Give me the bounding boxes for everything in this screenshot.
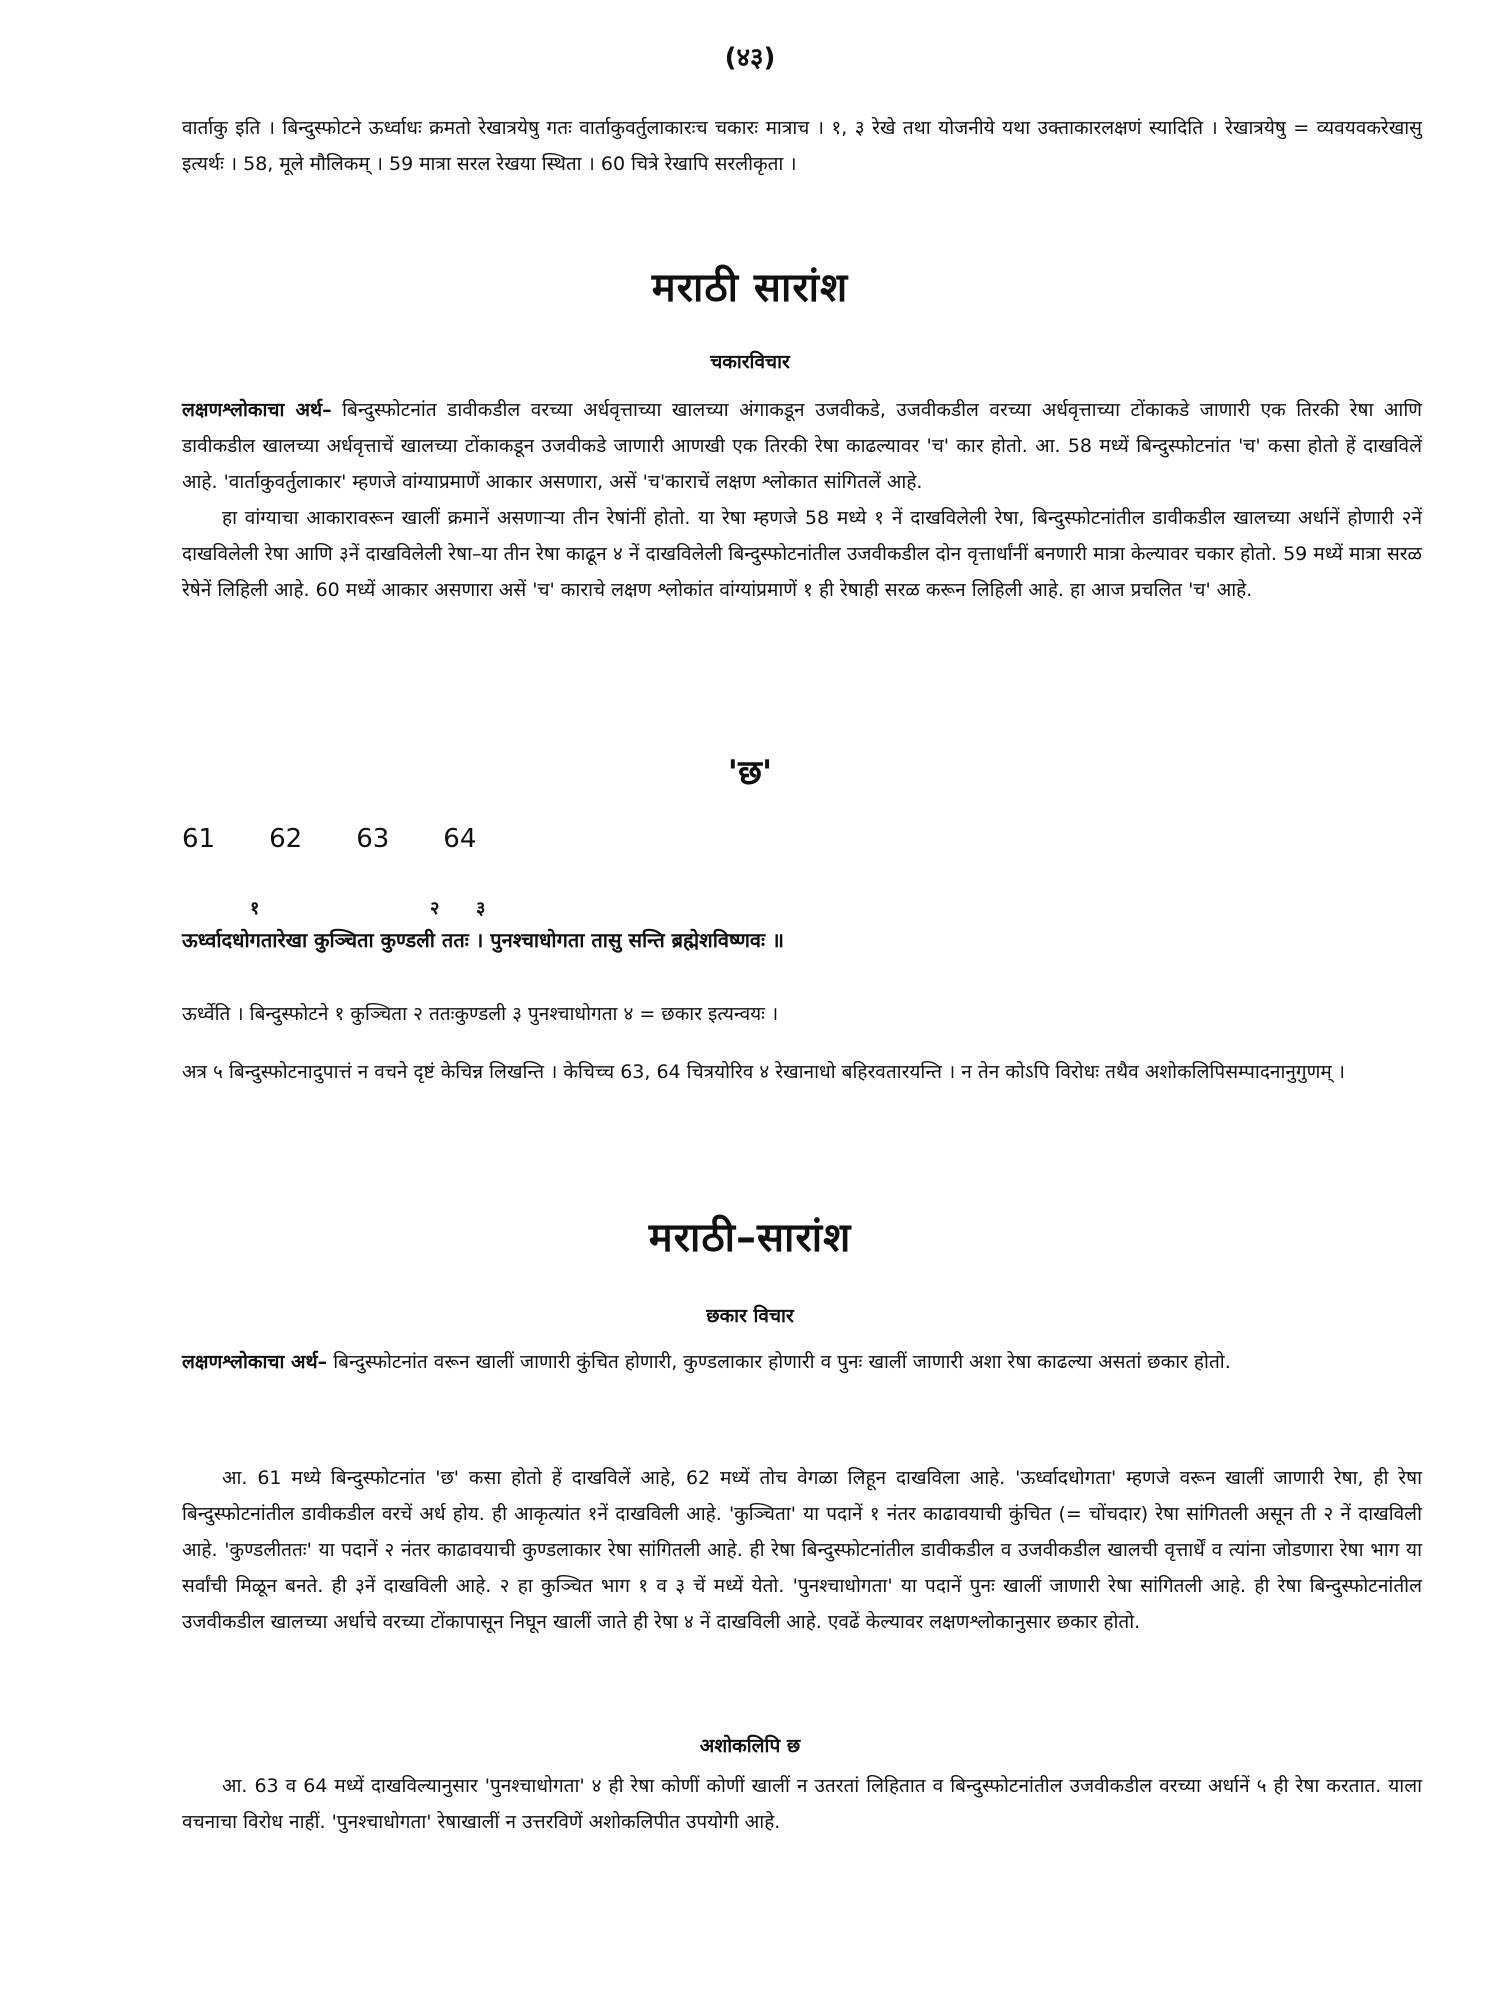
chhakar-explanation-paragraph: आ. 61 मध्ये बिन्दुस्फोटनांत 'छ' कसा होतो हें दाखविलें आहे, 62 मध्यें तोच वेगळा लिहून दाखविला आहे. 'ऊर्ध्वादधोगता' म्हणजे वरून खालीं जाणारी रेषा, ही रेषा बिन्दुस्फोटनांतील डावीकडील वरचें अर्ध होय. ही आकृत्यांत १नें दाखविली आहे. 'कुञ्चिता' या पदानें १ नंतर काढावयाची कुंचित (= चोंचदार) रेषा सांगितली असून ती २ नें दाखविली आहे. 'कुण्डलीततः' या पदानें २ नंतर काढावयाची कुण्डलाकार रेषा सांगितली आहे. ही रेषा बिन्दुस्फोटनांतील डावीकडील व उजवीकडील खालची वृत्तार्धें व त्यांना जोडणारा रेषा भाग या सर्वांची मिळून बनते. ही ३नें दाखविली आहे. २ हा कुञ्चित भाग १ व ३ चें मध्यें येतो. 'पुनश्चाधोगता' या पदानें पुनः खालीं जाणारी रेषा सांगितली आहे. ही रेषा बिन्दुस्फोटनांतील उजवीकडील खालच्या अर्धाचे वरच्या टोंकापासून निघून खालीं जाते ही रेषा ४ नें दाखविली आहे. एवढें केल्यावर लक्षणश्लोकानुसार छकार होतो. (182, 1467, 1422, 1633)
figure-number: 63 (356, 824, 390, 854)
sanskrit-verse: ऊर्ध्वादधोगतारेखा कुञ्चिता कुण्डली ततः । पुनश्चाधोगता तासु सन्ति ब्रह्मेशविष्णवः ॥ (182, 928, 785, 952)
section-subtitle-ashoka-script: अशोकलिपि छ (699, 1735, 801, 1757)
chakar-summary-block (182, 392, 1422, 608)
letter-heading-chha: 'छ' (727, 753, 773, 793)
verse-mark: २ (430, 898, 440, 919)
commentary-line-2: अत्र ५ बिन्दुस्फोटनादुपात्तं न वचने दृष्टं केचिन्न लिखन्ति । केचिच्च 63, 64 चित्रयोरिव ४ रेखानाधो बहिरवतारयन्ति । न तेन कोऽपि विरोधः तथैव अशोकलिपिसम्पादनानुगुणम् । (182, 1061, 1345, 1083)
verse-mark: ३ (476, 898, 486, 919)
intro-paragraph: वार्ताकु इति । बिन्दुस्फोटने ऊर्ध्वाधः क्रमतो रेखात्रयेषु गतः वार्ताकुवर्तुलाकारःच चकारः मात्राच । १, ३ रेखे तथा योजनीये यथा उक्ताकारलक्षणं स्यादिति । रेखात्रयेषु = व्यवयवकरेखासु इत्यर्थः । 58, मूले मौलिकम् । 59 मात्रा सरल रेखया स्थिता । 60 चित्रे रेखापि सरलीकृता । (182, 117, 1422, 175)
section-subtitle-chakar: चकारविचार (710, 351, 790, 373)
meaning-label: लक्षणश्लोकाचा अर्थ– (182, 399, 332, 421)
section-title-marathi-summary-2: मराठी–सारांश (648, 1215, 852, 1261)
page-number: (४३) (724, 43, 776, 73)
figure-number: 64 (443, 824, 477, 854)
ashoka-script-paragraph: आ. 63 व 64 मध्यें दाखविल्यानुसार 'पुनश्चाधोगता' ४ ही रेषा कोणीं कोणीं खालीं न उतरतां लिहितात व बिन्दुस्फोटनांतील उजवीकडील वरच्या अर्धानें ५ ही रेषा करतात. याला वचनाचा विरोध नाहीं. 'पुनश्चाधोगता' रेषाखालीं न उत्तरविणें अशोकलिपीत उपयोगी आहे. (182, 1775, 1422, 1833)
chakar-meaning-paragraph (182, 392, 1422, 500)
section-subtitle-chhakar: छकार विचार (706, 1305, 794, 1327)
meaning-label: लक्षणश्लोकाचा अर्थ– (182, 1351, 328, 1373)
figure-number: 62 (269, 824, 303, 854)
figure-numbers (182, 824, 530, 854)
chhakar-meaning-text: बिन्दुस्फोटनांत वरून खालीं जाणारी कुंचित होणारी, कुण्डलाकार होणारी व पुनः खालीं जाणारी अशा रेषा काढल्या असतां छकार होतो. (327, 1351, 1231, 1373)
commentary-line-1: ऊर्ध्वेति । बिन्दुस्फोटने १ कुञ्चिता २ ततःकुण्डली ३ पुनश्चाधोगता ४ = छकार इत्यन्वयः । (182, 1003, 779, 1025)
verse-mark: १ (250, 898, 260, 919)
section-title-marathi-summary: मराठी सारांश (651, 265, 849, 311)
chakar-explanation-paragraph: हा वांग्याचा आकारावरून खालीं क्रमानें असणाऱ्या तीन रेषांनीं होतो. या रेषा म्हणजे 58 मध्ये १ नें दाखविलेली रेषा, बिन्दुस्फोटनांतील डावीकडील खालच्या अर्धानें होणारी २नें दाखविलेली रेषा आणि ३नें दाखविलेली रेषा–या तीन रेषा काढून ४ नें दाखविलेली बिन्दुस्फोटनांतील उजवीकडील दोन वृत्तार्धांनीं बनणारी मात्रा केल्यावर चकार होतो. 59 मध्यें मात्रा सरळ रेषेनें लिहिली आहे. 60 मध्यें आकार असणारा असें 'च' काराचे लक्षण श्लोकांत वांग्यांप्रमाणें १ ही रेषाही सरळ करून लिहिली आहे. हा आज प्रचलित 'च' आहे. (182, 507, 1422, 601)
chhakar-summary-block (182, 1344, 1422, 1380)
chakar-meaning-text: बिन्दुस्फोटनांत डावीकडील वरच्या अर्धवृत्ताच्या खालच्या अंगाकडून उजवीकडे, उजवीकडील वरच्या अर्धवृत्ताच्या टोंकाकडे जाणारी एक तिरकी रेषा आणि डावीकडील खालच्या अर्धवृत्ताचें खालच्या टोंकाकडून उजवीकडे जाणारी आणखी एक तिरकी रेषा काढल्यावर 'च' कार होतो. आ. 58 मध्यें बिन्दुस्फोटनांत 'च' कसा होतो हें दाखविलें आहे. 'वार्ताकुवर्तुलाकार' म्हणजे वांग्याप्रमाणें आकार असणारा, असें 'च'काराचें लक्षण श्लोकात सांगितलें आहे. (182, 399, 1422, 493)
figure-number: 61 (182, 824, 216, 854)
chhakar-meaning-paragraph (182, 1344, 1422, 1380)
